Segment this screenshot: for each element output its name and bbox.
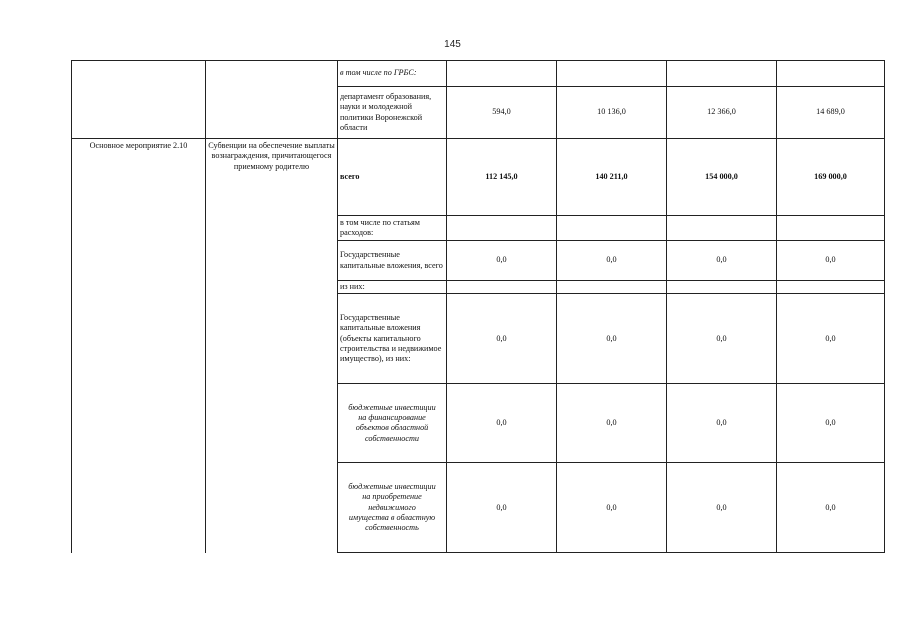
budget-inv-acquisition-label: бюджетные инвестиции на приобретение недвижимого имущества в областную собственность xyxy=(338,463,447,553)
empty-cell xyxy=(667,216,777,241)
capital-value-4: 0,0 xyxy=(777,241,885,281)
total-value-4: 169 000,0 xyxy=(777,139,885,216)
capital-objects-value-4: 0,0 xyxy=(777,294,885,384)
capital-value-3: 0,0 xyxy=(667,241,777,281)
capital-objects-label: Государственные капитальные вложения (объекты капитального строительства и недвижимое имущество), из них: xyxy=(338,294,447,384)
of-them-label: из них: xyxy=(338,281,447,294)
capital-label: Государственные капитальные вложения, всего xyxy=(338,241,447,281)
table-row xyxy=(72,139,885,216)
budget-table xyxy=(71,60,885,553)
budget-inv-financing-value-1: 0,0 xyxy=(447,384,557,463)
dept-value-4: 14 689,0 xyxy=(777,87,885,139)
page-number: 145 xyxy=(444,39,461,50)
empty-cell xyxy=(72,61,206,139)
empty-cell xyxy=(777,61,885,87)
empty-cell xyxy=(447,281,557,294)
empty-cell xyxy=(206,61,338,139)
empty-cell xyxy=(447,61,557,87)
capital-objects-value-2: 0,0 xyxy=(557,294,667,384)
budget-inv-acquisition-value-4: 0,0 xyxy=(777,463,885,553)
dept-value-2: 10 136,0 xyxy=(557,87,667,139)
budget-inv-financing-value-3: 0,0 xyxy=(667,384,777,463)
budget-inv-acquisition-value-2: 0,0 xyxy=(557,463,667,553)
budget-inv-financing-label: бюджетные инвестиции на финансирование объектов областной собственности xyxy=(338,384,447,463)
capital-objects-value-1: 0,0 xyxy=(447,294,557,384)
table-row xyxy=(72,61,885,87)
empty-cell xyxy=(557,61,667,87)
empty-cell xyxy=(557,216,667,241)
total-value-3: 154 000,0 xyxy=(667,139,777,216)
budget-inv-financing-value-4: 0,0 xyxy=(777,384,885,463)
total-value-1: 112 145,0 xyxy=(447,139,557,216)
empty-cell xyxy=(667,281,777,294)
capital-value-2: 0,0 xyxy=(557,241,667,281)
empty-cell xyxy=(447,216,557,241)
budget-inv-acquisition-value-1: 0,0 xyxy=(447,463,557,553)
empty-cell xyxy=(557,281,667,294)
total-label: всего xyxy=(338,139,447,216)
by-items-label: в том числе по статьям расходов: xyxy=(338,216,447,241)
capital-value-1: 0,0 xyxy=(447,241,557,281)
budget-inv-financing-value-2: 0,0 xyxy=(557,384,667,463)
main-activity-description: Субвенции на обеспечение выплаты вознаграждения, причитающегося приемному родителю xyxy=(206,139,338,553)
empty-cell xyxy=(667,61,777,87)
dept-value-3: 12 366,0 xyxy=(667,87,777,139)
capital-objects-value-3: 0,0 xyxy=(667,294,777,384)
budget-inv-acquisition-value-3: 0,0 xyxy=(667,463,777,553)
dept-value-1: 594,0 xyxy=(447,87,557,139)
empty-cell xyxy=(777,216,885,241)
grbs-label: в том числе по ГРБС: xyxy=(338,61,447,87)
empty-cell xyxy=(777,281,885,294)
dept-label: департамент образования, науки и молодежной политики Воронежской области xyxy=(338,87,447,139)
total-value-2: 140 211,0 xyxy=(557,139,667,216)
main-activity-label: Основное мероприятие 2.10 xyxy=(72,139,206,553)
